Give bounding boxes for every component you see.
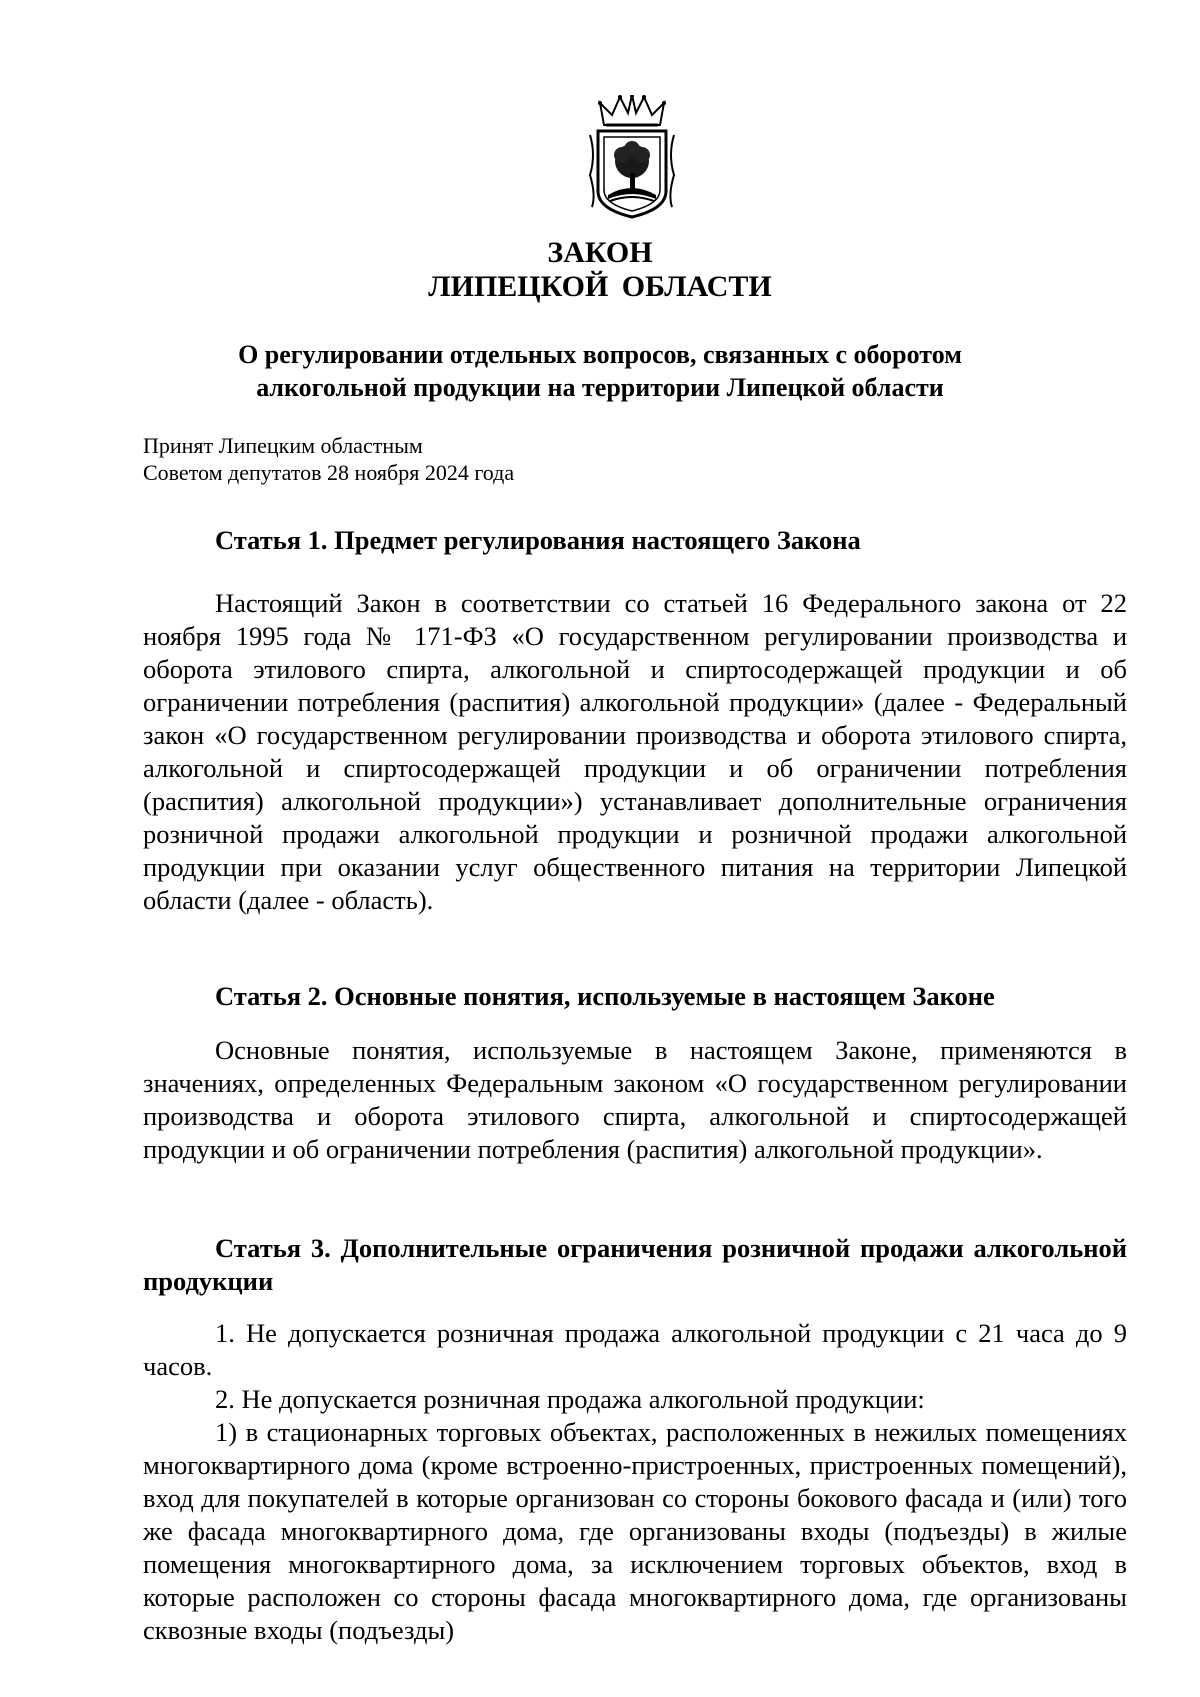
document-title: ЗАКОН — [547, 236, 653, 269]
article-1-paragraph: Настоящий Закон в соответствии со статьей 16 Федерального закона от 22 ноября 1995 года № 171-ФЗ «О государственном регулировании производства и оборота этилового спирта, алкогольной и спиртосодержащей продукции и об ограничении потребления (распития) алкогольной продукции» (далее - Федеральный закон «О государственном регулировании производства и оборота этилового спирта, алкогольной и спиртосодержащей продукции и об ограничении потребления (распития) алкогольной продукции») устанавливает дополнительные ограничения розничной продажи алкогольной продукции и розничной продажи алкогольной продукции при оказании услуг общественного питания на территории Липецкой области (далее - область). — [143, 588, 1127, 915]
article-2-body — [143, 1034, 1127, 1166]
article-1-body — [143, 587, 1127, 917]
adoption-note — [143, 432, 514, 486]
article-3-paragraph-3: 1) в стационарных торговых объектах, расположенных в нежилых помещениях многоквартирного дома (кроме встроенно-пристроенных, пристроенных помещений), вход для покупателей в которые организован со стороны бокового фасада и (или) того же фасада многоквартирного дома, где организованы входы (подъезды) в жилые помещения многоквартирного дома, за исключением торговых объектов, вход в которые расположен со стороны фасада многоквартирного дома, где организованы сквозные входы (подъезды) — [143, 1417, 1127, 1645]
document-subject — [150, 338, 1050, 404]
article-1-heading: Статья 1. Предмет регулирования настоящего Закона — [215, 525, 861, 555]
subject-line-1: О регулировании отдельных вопросов, связанных с оборотом — [238, 340, 962, 369]
adoption-line-2: Советом депутатов 28 ноября 2024 года — [143, 460, 515, 485]
coat-of-arms-icon — [586, 95, 678, 221]
article-3-paragraph-1: 1. Не допускается розничная продажа алкогольной продукции с 21 часа до 9 часов. — [143, 1318, 1127, 1381]
document-title-region: ЛИПЕЦКОЙ ОБЛАСТИ — [428, 270, 772, 303]
article-2-heading: Статья 2. Основные понятия, используемые в настоящем Законе — [215, 981, 995, 1011]
article-3-heading: Статья 3. Дополнительные ограничения розничной продажи алкогольной продукции — [143, 1233, 1127, 1296]
adoption-line-1: Принят Липецким областным — [143, 433, 423, 458]
article-2-paragraph: Основные понятия, используемые в настоящем Законе, применяются в значениях, определенных Федеральным законом «О государственном регулировании производства и оборота этилового спирта, алкогольной и спиртосодержащей продукции и об ограничении потребления (распития) алкогольной продукции». — [143, 1035, 1127, 1164]
article-3-paragraph-2: 2. Не допускается розничная продажа алкогольной продукции: — [215, 1384, 925, 1414]
article-3-body — [143, 1317, 1127, 1647]
subject-line-2: алкогольной продукции на территории Липецкой области — [256, 373, 944, 402]
